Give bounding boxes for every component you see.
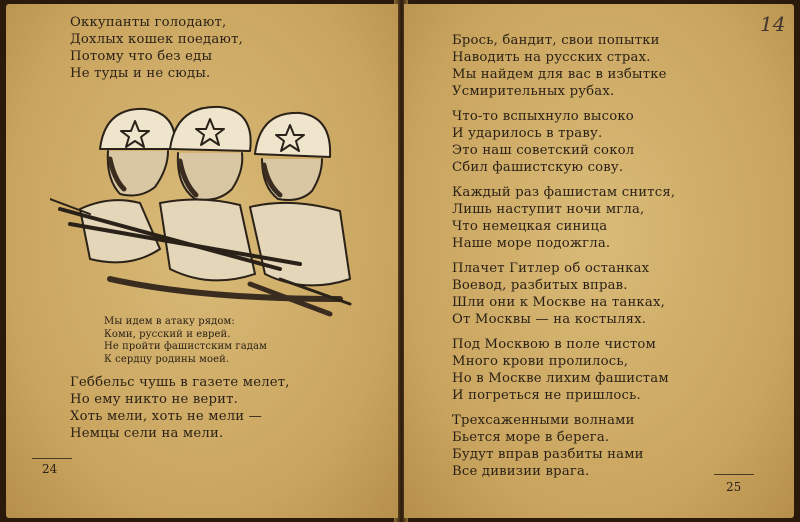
- stanza-falcon: [452, 108, 634, 176]
- poem-line: Что немецкая синица: [452, 219, 608, 234]
- illustration-caption: [104, 316, 267, 366]
- poem-line: Шли они к Москве на танках,: [452, 295, 665, 310]
- poem-line: Хоть мели, хоть не мели —: [70, 409, 263, 424]
- poem-line: Под Москвою в поле чистом: [452, 337, 656, 352]
- poem-line: Воевод, разбитых вправ.: [452, 278, 628, 293]
- poem-line: Потому что без еды: [70, 49, 213, 64]
- poem-line: Оккупанты голодают,: [70, 15, 227, 30]
- poem-line: Геббельс чушь в газете мелет,: [70, 375, 290, 390]
- stanza-waves: [452, 412, 644, 480]
- right-page: [404, 4, 794, 518]
- poem-line: Немцы сели на мели.: [70, 426, 224, 441]
- caption-line: Коми, русский и еврей.: [104, 328, 231, 340]
- poem-line: Но в Москве лихим фашистам: [452, 371, 669, 386]
- poem-line: Каждый раз фашистам снится,: [452, 185, 676, 200]
- stanza-goebbels: [70, 374, 290, 442]
- poem-line: Наводить на русских страх.: [452, 50, 651, 65]
- page-number-rule: [714, 474, 754, 475]
- poem-line: Сбил фашистскую сову.: [452, 160, 624, 175]
- poem-line: Лишь наступит ночи мгла,: [452, 202, 645, 217]
- stanza-hitler: [452, 260, 665, 328]
- poem-line: Много крови пролилось,: [452, 354, 629, 369]
- stanza-occupants: [70, 14, 243, 82]
- poem-line: Бьется море в берега.: [452, 430, 610, 445]
- poem-line: Все дивизии врага.: [452, 464, 590, 479]
- poem-line: Плачет Гитлер об останках: [452, 261, 650, 276]
- poem-line: Это наш советский сокол: [452, 143, 635, 158]
- poem-line: И погреться не пришлось.: [452, 388, 641, 403]
- stanza-bandit: [452, 32, 667, 100]
- caption-line: Не пройти фашистским гадам: [104, 341, 268, 352]
- poem-line: Трехсаженными волнами: [452, 413, 635, 428]
- stanza-titmouse: [452, 184, 675, 252]
- page-number: 25: [726, 480, 742, 494]
- soldiers-illustration: [50, 99, 362, 319]
- poem-line: Мы найдем для вас в избытке: [452, 67, 667, 82]
- caption-line: Мы идем в атаку рядом:: [104, 316, 235, 327]
- page-number: 24: [42, 462, 58, 476]
- left-page: [6, 4, 398, 518]
- poem-line: От Москвы — на костылях.: [452, 312, 647, 327]
- poem-line: Что-то вспыхнуло высоко: [452, 109, 634, 124]
- poem-line: И ударилось в траву.: [452, 126, 603, 141]
- poem-line: Будут вправ разбиты нами: [452, 447, 644, 462]
- pencil-annotation: 14: [760, 12, 786, 36]
- poem-line: Наше море подожгла.: [452, 236, 611, 251]
- stanza-moscow: [452, 336, 669, 404]
- poem-line: Не туды и не сюды.: [70, 66, 211, 81]
- poem-line: Брось, бандит, свои попытки: [452, 33, 660, 48]
- poem-line: Но ему никто не верит.: [70, 392, 239, 407]
- poem-line: Усмирительных рубах.: [452, 84, 615, 99]
- poem-line: Дохлых кошек поедают,: [70, 32, 243, 47]
- caption-line: К сердцу родины моей.: [104, 353, 230, 365]
- page-number-rule: [32, 458, 72, 459]
